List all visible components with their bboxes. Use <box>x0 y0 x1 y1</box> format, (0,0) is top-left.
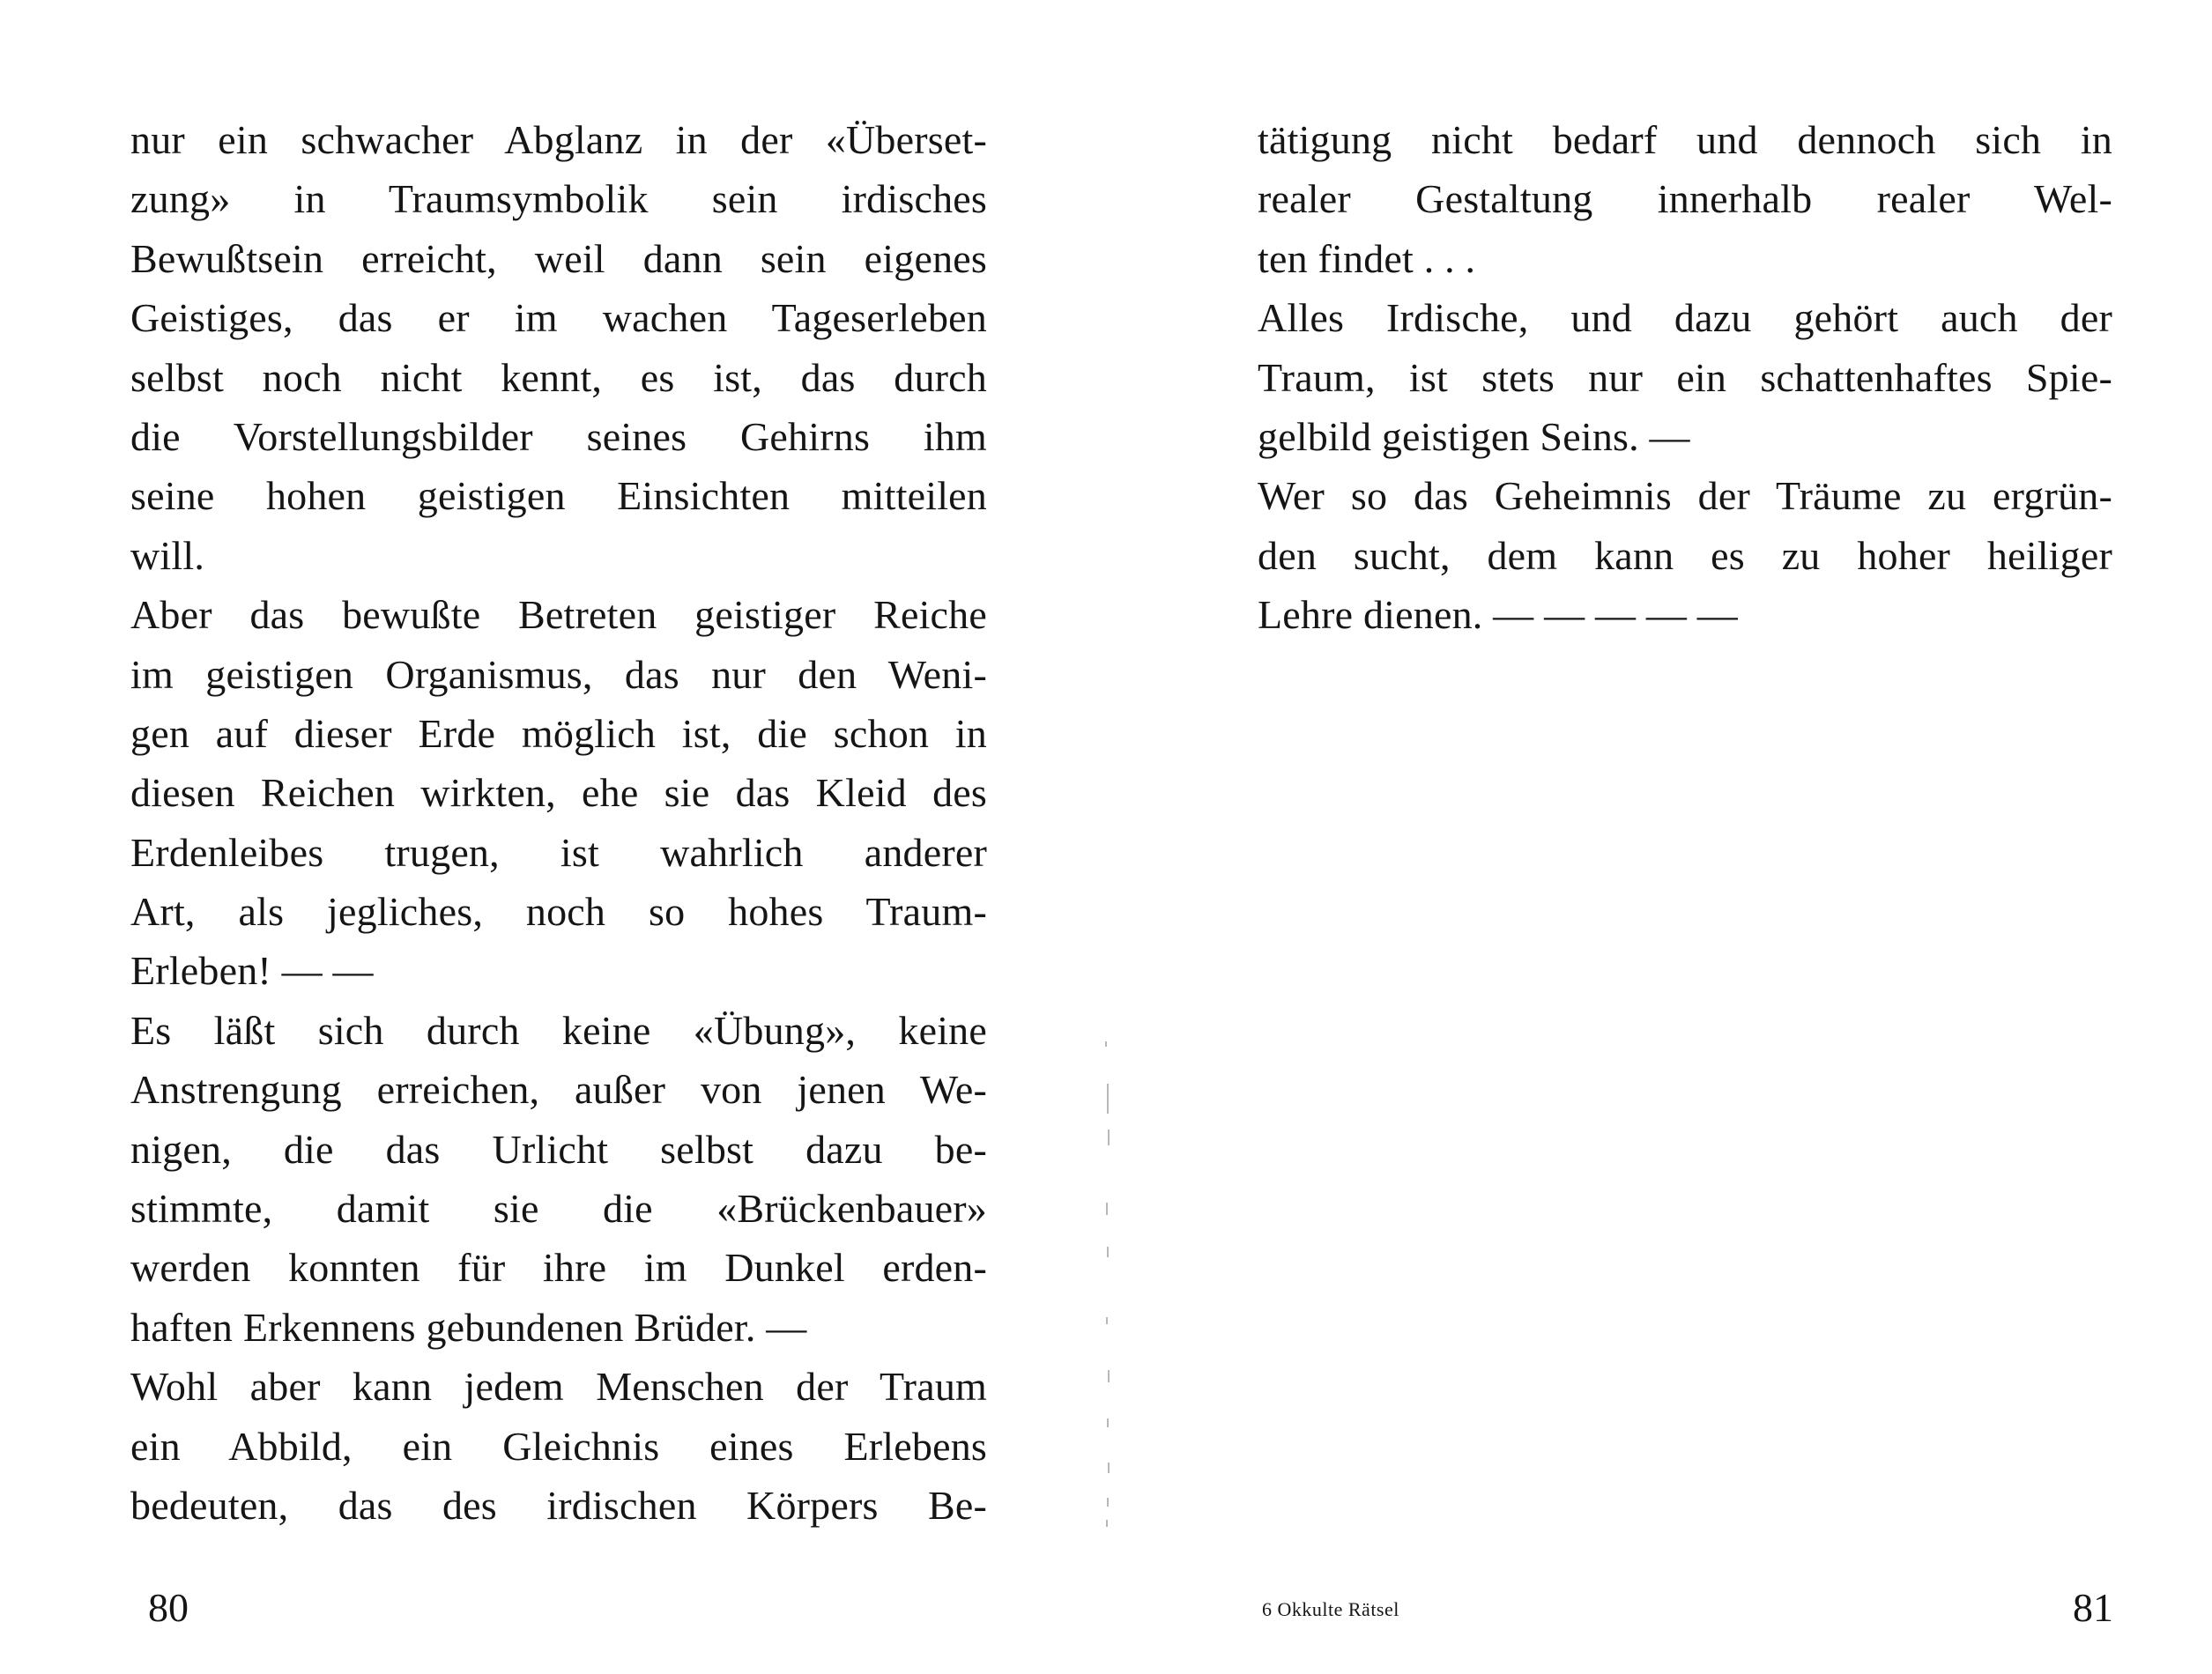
text-line: Lehre dienen. — — — — — <box>1258 592 1738 638</box>
text-line: Erdenleibes trugen, ist wahrlich anderer <box>130 829 987 875</box>
text-line: den sucht, dem kann es zu hoher heiliger <box>1258 532 2112 578</box>
text-line: ein Abbild, ein Gleichnis eines Erlebens <box>130 1423 987 1469</box>
text-line: Aber das bewußte Betreten geistiger Reiche <box>130 592 987 638</box>
text-line: zung» in Traumsymbolik sein irdisches <box>130 176 987 222</box>
text-line: Erleben! — — <box>130 948 374 994</box>
text-line: nur ein schwacher Abglanz in der «Überset- <box>130 117 987 162</box>
signature-mark: 6 Okkulte Rätsel <box>1262 1598 1399 1620</box>
text-line: haften Erkennens gebundenen Brüder. — <box>130 1304 807 1350</box>
text-line: Alles Irdische, und dazu gehört auch der <box>1258 295 2112 341</box>
right-page-text <box>1258 110 2112 645</box>
text-line: die Vorstellungsbilder seines Gehirns ihm <box>130 413 987 459</box>
text-line: selbst noch nicht kennt, es ist, das durch <box>130 354 987 400</box>
text-line: gen auf dieser Erde möglich ist, die schon in <box>130 710 987 756</box>
text-line: nigen, die das Urlicht selbst dazu be- <box>130 1126 987 1172</box>
text-line: seine hohen geistigen Einsichten mitteilen <box>130 473 987 519</box>
text-line: bedeuten, das des irdischen Körpers Be- <box>130 1482 987 1528</box>
text-line: im geistigen Organismus, das nur den Weni- <box>130 651 987 697</box>
page-number: 80 <box>148 1585 189 1630</box>
text-line: stimmte, damit sie die «Brückenbauer» <box>130 1186 987 1232</box>
right-page <box>1106 0 2212 1674</box>
left-page-text <box>130 110 987 1535</box>
text-line: realer Gestaltung innerhalb realer Wel- <box>1258 176 2112 222</box>
text-line: Traum, ist stets nur ein schattenhaftes Spie- <box>1258 354 2112 400</box>
text-line: Anstrengung erreichen, außer von jenen We- <box>130 1067 987 1113</box>
text-line: gelbild geistigen Seins. — <box>1258 413 1690 459</box>
text-line: Es läßt sich durch keine «Übung», keine <box>130 1007 987 1053</box>
page-number: 81 <box>2073 1585 2113 1630</box>
text-line: Wohl aber kann jedem Menschen der Traum <box>130 1364 987 1410</box>
text-line: Wer so das Geheimnis der Träume zu ergrün- <box>1258 473 2112 519</box>
text-line: diesen Reichen wirkten, ehe sie das Kleid des <box>130 770 987 816</box>
text-line: Geistiges, das er im wachen Tageserleben <box>130 295 987 341</box>
text-line: tätigung nicht bedarf und dennoch sich in <box>1258 117 2112 162</box>
text-line: Bewußtsein erreicht, weil dann sein eigenes <box>130 235 987 281</box>
text-line: werden konnten für ihre im Dunkel erden- <box>130 1245 987 1291</box>
text-line: ten findet . . . <box>1258 235 1476 281</box>
text-line: will. <box>130 532 205 578</box>
text-line: Art, als jegliches, noch so hohes Traum- <box>130 889 987 935</box>
